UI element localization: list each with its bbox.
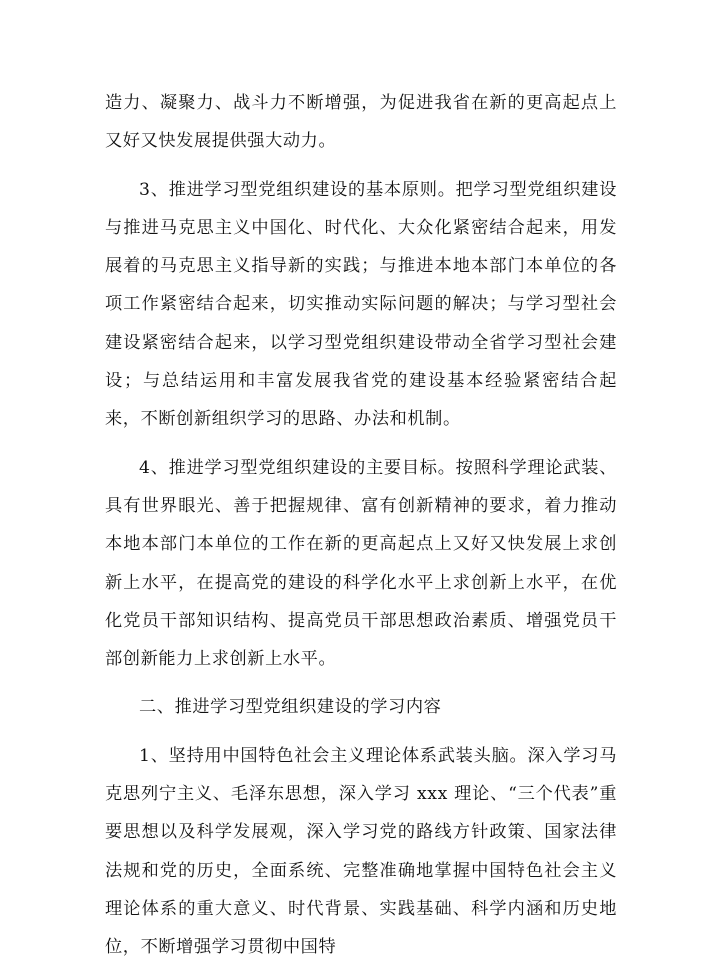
paragraph-intro: 造力、凝聚力、战斗力不断增强，为促进我省在新的更高起点上又好又快发展提供强大动力。 <box>105 93 617 152</box>
section-heading: 二、推进学习型党组织建设的学习内容 <box>139 697 442 718</box>
paragraph-gap <box>105 678 617 688</box>
paragraph-gap <box>105 439 617 449</box>
paragraph-gap <box>105 727 617 737</box>
paragraph-theory: 1、坚持用中国特色社会主义理论体系武装头脑。深入学习马克思列宁主义、毛泽东思想，深入学习 xxx 理论、“三个代表”重要思想以及科学发展观，深入学习党的路线方针政策、国家法律法规和党的历史，全面系统、完整准确地掌握中国特色社会主义理论体系的重大意义、时代背景、实践基础、科学内涵和历史地位，不断增强学习贯彻中国特 <box>105 745 617 958</box>
document-body <box>105 84 617 967</box>
paragraph-gap <box>105 161 617 171</box>
paragraph-goals: 4、推进学习型党组织建设的主要目标。按照科学理论武装、具有世界眼光、善于把握规律、富有创新精神的要求，着力推动本地本部门本单位的工作在新的更高起点上又好又快发展上求创新上水平，在提高党的建设的科学化水平上求创新上水平，在优化党员干部知识结构、提高党员干部思想政治素质、增强党员干部创新能力上求创新上水平。 <box>105 457 617 670</box>
paragraph-principles: 3、推进学习型党组织建设的基本原则。把学习型党组织建设与推进马克思主义中国化、时代化、大众化紧密结合起来，用发展着的马克思主义指导新的实践；与推进本地本部门本单位的各项工作紧密结合起来，切实推动实际问题的解决；与学习型社会建设紧密结合起来，以学习型党组织建设带动全省学习型社会建设；与总结运用和丰富发展我省党的建设基本经验紧密结合起来，不断创新组织学习的思路、办法和机制。 <box>105 179 617 430</box>
